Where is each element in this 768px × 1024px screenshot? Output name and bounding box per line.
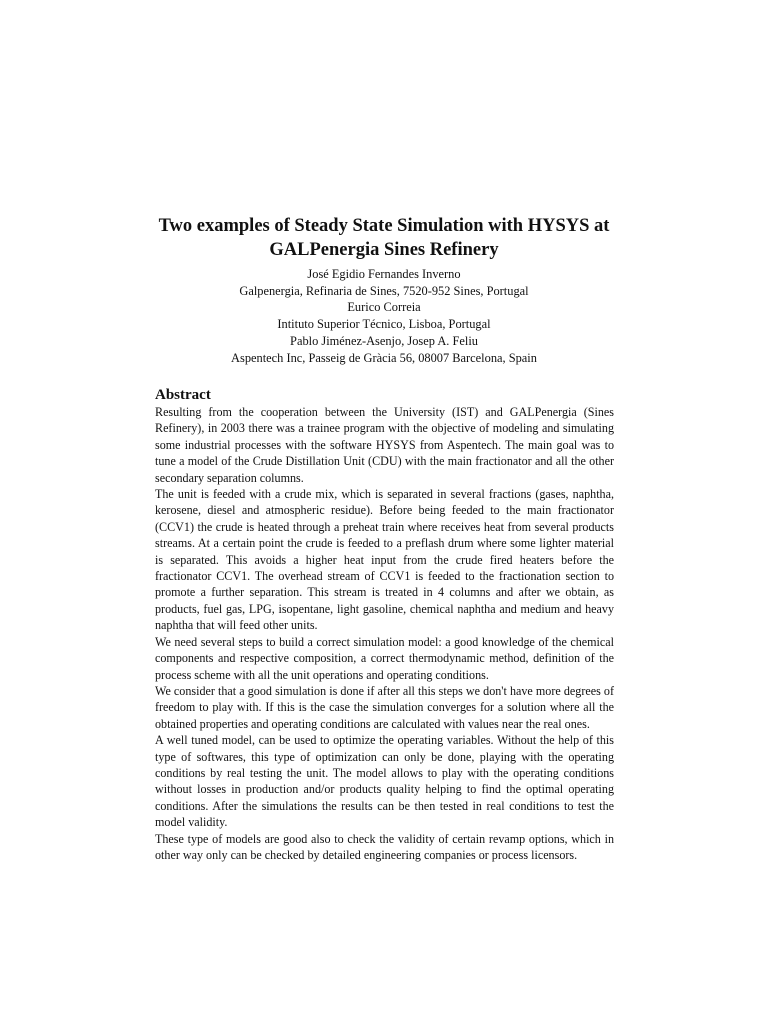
paper-title-line-2: GALPenergia Sines Refinery: [269, 240, 499, 260]
abstract-paragraph: The unit is feeded with a crude mix, which is separated in several fractions (gases, naphtha, kerosene, diesel and atmospheric residue). Before being feeded to the main fractionator (CCV1) the crude is heated through a preheat train where receives heat from several products streams. At a certain point the crude is feeded to a preflash drum where some lighter material is separated. This avoids a higher heat input from the crude fired heaters before the fractionator CCV1. The overhead stream of CCV1 is feeded to the fractionation section to promote a further separation. This stream is treated in 4 columns and after we obtain, as products, fuel gas, LPG, isopentane, light gasoline, chemical naphtha and medium and heavy naphtha that will feed other units.: [155, 487, 614, 633]
author-block: [120, 266, 648, 366]
author-line: Pablo Jiménez-Asenjo, Josep A. Feliu: [290, 333, 478, 348]
author-line: José Egidio Fernandes Inverno: [307, 267, 461, 281]
abstract-body: [155, 404, 614, 863]
paper-title-line-1: Two examples of Steady State Simulation with HYSYS at: [158, 216, 610, 236]
affiliation-line: Galpenergia, Refinaria de Sines, 7520-952 Sines, Portugal: [239, 283, 529, 298]
abstract-heading: Abstract: [155, 387, 211, 403]
affiliation-line: Aspentech Inc, Passeig de Gràcia 56, 08007 Barcelona, Spain: [231, 350, 537, 365]
abstract-paragraph: These type of models are good also to check the validity of certain revamp options, which in other way only can be checked by detailed engineering companies or process licensors.: [155, 831, 614, 862]
affiliation-line: Intituto Superior Técnico, Lisboa, Portugal: [277, 317, 491, 332]
abstract-paragraph: A well tuned model, can be used to optimize the operating variables. Without the help of this type of softwares, this type of optimization can only be done, playing with the operating conditions by real testing the unit. The model allows to play with the operating conditions without losses in production and/or products quality helping to find the optimal operating conditions. After the simulations the results can be then tested in real conditions to test the model validity.: [155, 733, 614, 830]
abstract-paragraph: Resulting from the cooperation between the University (IST) and GALPenergia (Sines Refinery), in 2003 there was a trainee program with the objective of modeling and simulating some industrial processes with the software HYSYS from Aspentech. The main goal was to tune a model of the Crude Distillation Unit (CDU) with the main fractionator and all the other secondary separation columns.: [155, 405, 614, 485]
abstract-paragraph: We consider that a good simulation is done if after all this steps we don't have more degrees of freedom to play with. If this is the case the simulation converges for a solution where all the obtained properties and operating conditions are calculated with values near the real ones.: [155, 683, 614, 731]
abstract-paragraph: We need several steps to build a correct simulation model: a good knowledge of the chemical components and respective composition, a correct thermodynamic method, definition of the process scheme with all the unit operations and operating conditions.: [155, 634, 614, 682]
paper-title: [120, 214, 648, 262]
author-line: Eurico Correia: [347, 300, 421, 315]
